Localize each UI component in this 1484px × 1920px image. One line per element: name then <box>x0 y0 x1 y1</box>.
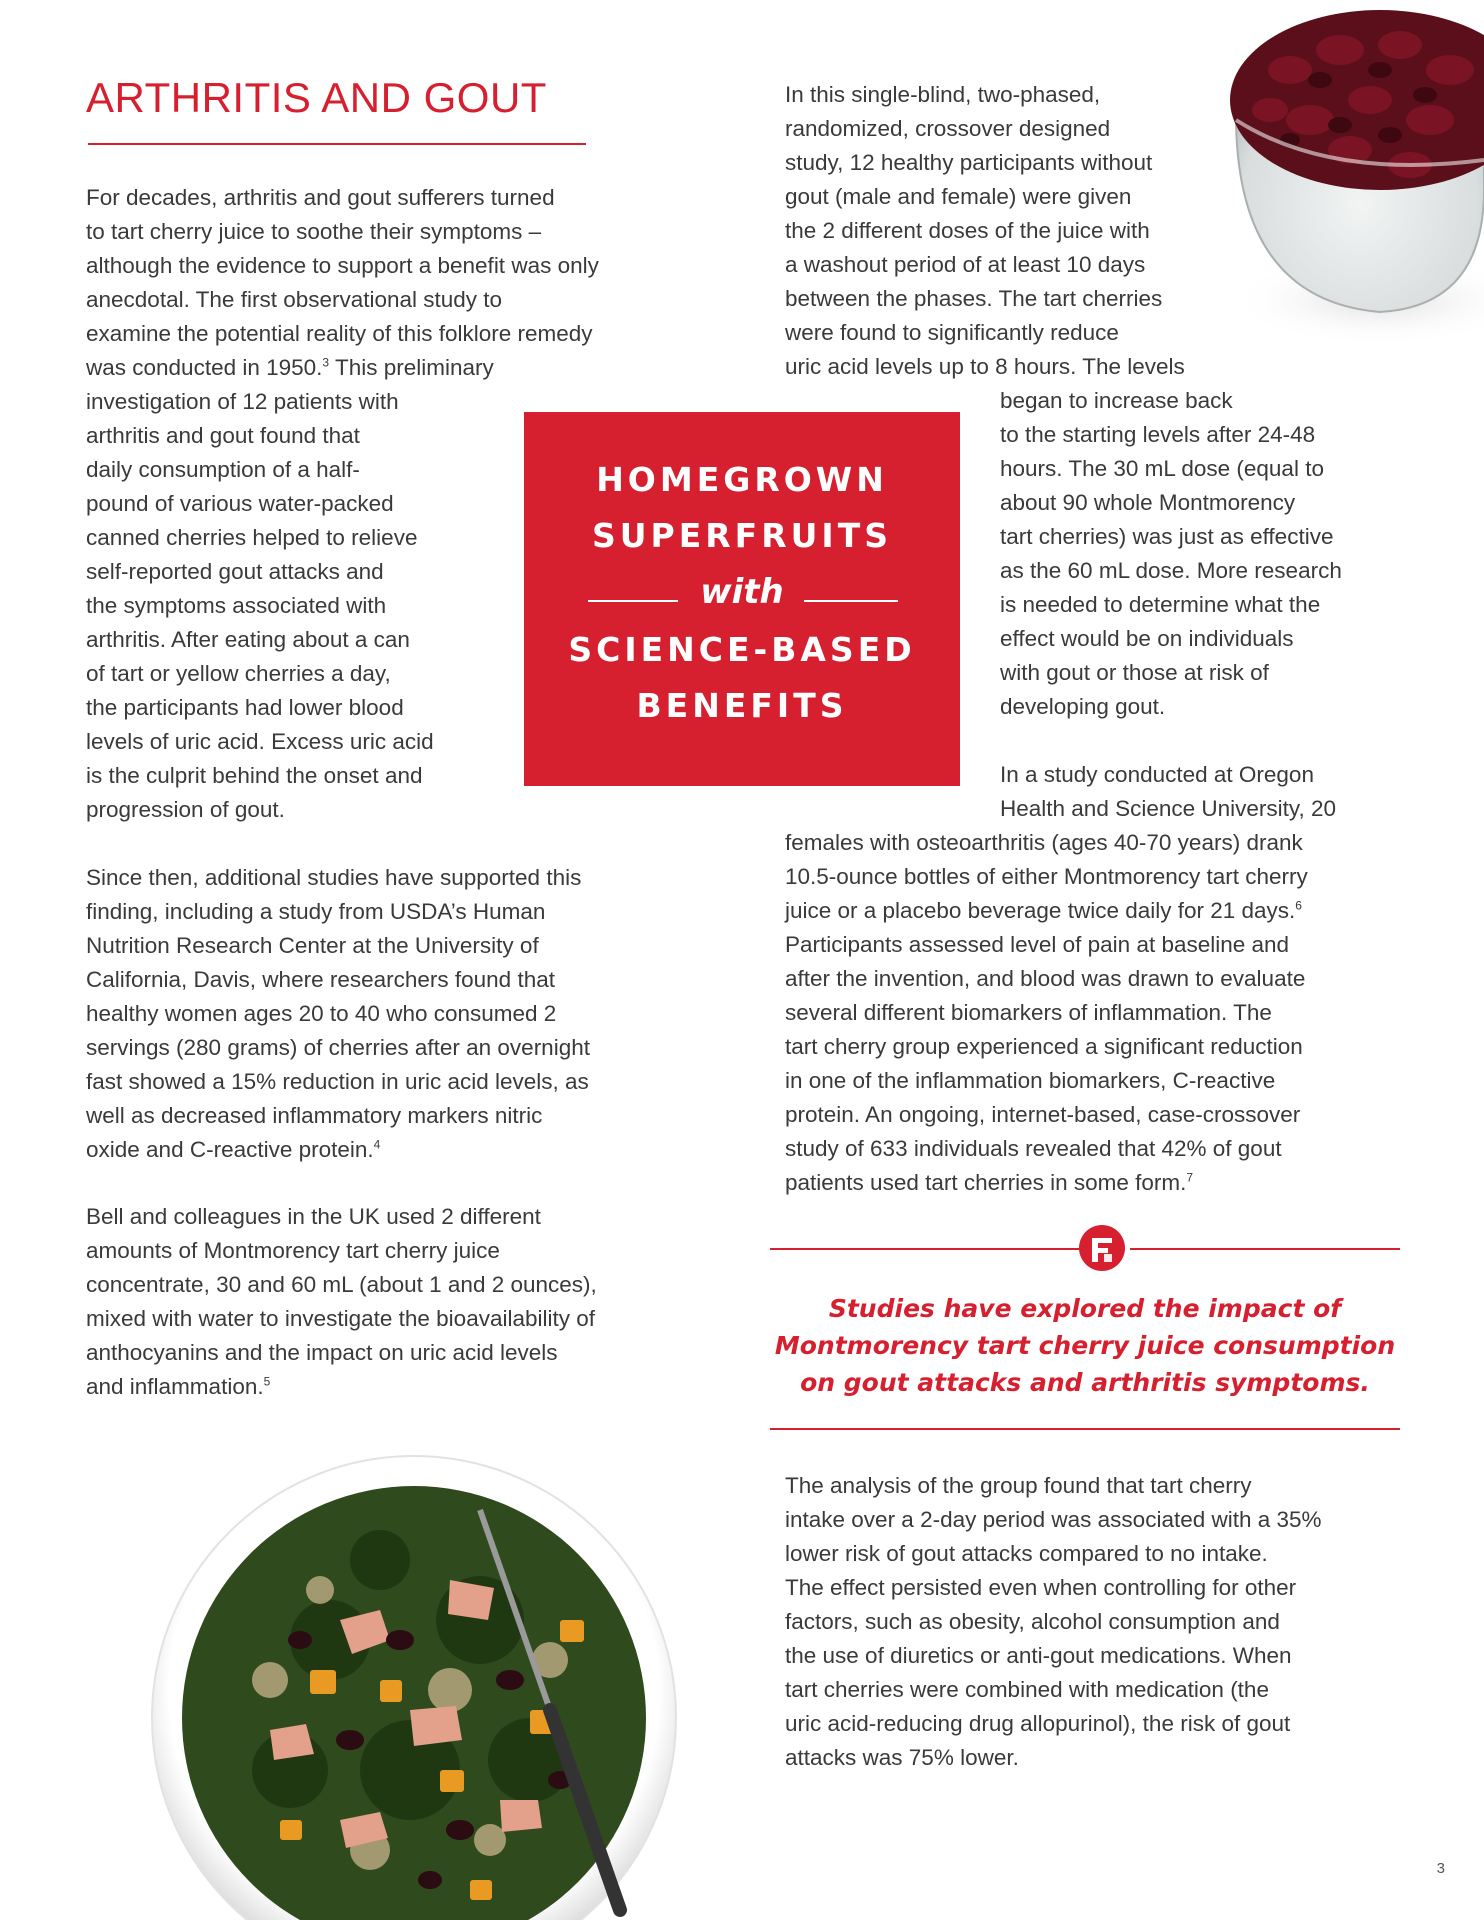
quote-line: on gout attacks and arthritis symptoms. <box>800 1368 1370 1397</box>
text-line <box>86 1133 590 1167</box>
right-paragraph-1-continued <box>1000 384 1342 724</box>
text-line: hours. The 30 mL dose (equal to <box>1000 456 1324 481</box>
text-line: 10.5-ounce bottles of either Montmorency tart cherry <box>785 864 1308 889</box>
text-line <box>785 1166 1308 1200</box>
page-number: 3 <box>1436 1860 1445 1877</box>
callout-line-3: SCIENCE-BASED <box>568 630 916 669</box>
text-line: as the 60 mL dose. More research <box>1000 558 1342 583</box>
text-line: study, 12 healthy participants without <box>785 150 1153 175</box>
text-fragment: This preliminary <box>329 355 494 380</box>
text-line: females with osteoarthritis (ages 40-70 years) drank <box>785 830 1303 855</box>
text-line: developing gout. <box>1000 694 1166 719</box>
text-line: servings (280 grams) of cherries after an overnight <box>86 1035 590 1060</box>
text-line: anthocyanins and the impact on uric acid levels <box>86 1340 558 1365</box>
text-line: amounts of Montmorency tart cherry juice <box>86 1238 500 1263</box>
text-line: Nutrition Research Center at the University of <box>86 933 539 958</box>
text-line: investigation of 12 patients with <box>86 389 399 414</box>
text-line: effect would be on individuals <box>1000 626 1294 651</box>
text-line: were found to significantly reduce <box>785 320 1119 345</box>
text-line: to the starting levels after 24-48 <box>1000 422 1316 447</box>
text-fragment: and inflammation. <box>86 1374 264 1399</box>
text-line: lower risk of gout attacks compared to no intake. <box>785 1541 1268 1566</box>
pull-quote <box>770 1290 1400 1401</box>
callout-box <box>524 412 960 786</box>
callout-divider-right <box>804 600 898 602</box>
quote-rule-top-right <box>1130 1248 1400 1250</box>
text-line: tart cherry group experienced a significant reduction <box>785 1034 1303 1059</box>
footnote-ref: 4 <box>373 1137 381 1152</box>
text-fragment: juice or a placebo beverage twice daily for 21 days. <box>785 898 1296 923</box>
text-line: the participants had lower blood <box>86 695 404 720</box>
text-line: uric acid levels up to 8 hours. The levels <box>785 354 1185 379</box>
text-line: canned cherries helped to relieve <box>86 525 418 550</box>
left-paragraph-3 <box>86 1200 597 1404</box>
text-line: although the evidence to support a benefit was only <box>86 253 599 278</box>
callout-line-1: HOMEGROWN <box>596 460 888 499</box>
text-line: gout (male and female) were given <box>785 184 1132 209</box>
right-paragraph-2 <box>1000 758 1336 826</box>
text-line: with gout or those at risk of <box>1000 660 1269 685</box>
text-line: the symptoms associated with <box>86 593 387 618</box>
callout-line-2: SUPERFRUITS <box>591 516 892 555</box>
footnote-ref: 5 <box>263 1374 271 1389</box>
right-paragraph-2-continued <box>785 826 1308 1200</box>
page-title: ARTHRITIS AND GOUT <box>86 74 547 121</box>
text-line: randomized, crossover designed <box>785 116 1111 141</box>
text-line: intake over a 2-day period was associated with a 35% <box>785 1507 1322 1532</box>
left-paragraph-2 <box>86 861 590 1167</box>
text-line: after the invention, and blood was drawn to evaluate <box>785 966 1306 991</box>
text-fragment: was conducted in 1950. <box>86 355 323 380</box>
text-line: in one of the inflammation biomarkers, C-reactive <box>785 1068 1276 1093</box>
text-line: Since then, additional studies have supported this <box>86 865 582 890</box>
text-fragment: oxide and C-reactive protein. <box>86 1137 374 1162</box>
footnote-ref: 3 <box>322 355 330 370</box>
text-line: several different biomarkers of inflammation. The <box>785 1000 1272 1025</box>
text-line: of tart or yellow cherries a day, <box>86 661 391 686</box>
callout-line-4: BENEFITS <box>636 686 848 725</box>
text-line: For decades, arthritis and gout sufferers turned <box>86 185 555 210</box>
text-line: Bell and colleagues in the UK used 2 different <box>86 1204 541 1229</box>
text-line: the use of diuretics or anti-gout medications. When <box>785 1643 1292 1668</box>
text-line: mixed with water to investigate the bioavailability of <box>86 1306 596 1331</box>
text-line: fast showed a 15% reduction in uric acid levels, as <box>86 1069 589 1094</box>
text-line: is needed to determine what the <box>1000 592 1321 617</box>
text-line: Health and Science University, 20 <box>1000 796 1337 821</box>
text-line: the 2 different doses of the juice with <box>785 218 1150 243</box>
text-line: progression of gout. <box>86 797 285 822</box>
text-line: a washout period of at least 10 days <box>785 252 1146 277</box>
text-line <box>785 894 1308 928</box>
left-paragraph-1 <box>86 181 599 827</box>
text-line: levels of uric acid. Excess uric acid <box>86 729 434 754</box>
text-line: The effect persisted even when controlling for other <box>785 1575 1297 1600</box>
text-line: began to increase back <box>1000 388 1233 413</box>
right-paragraph-3 <box>785 1469 1322 1775</box>
text-line: In this single-blind, two-phased, <box>785 82 1101 107</box>
text-line: protein. An ongoing, internet-based, case-crossover <box>785 1102 1301 1127</box>
text-fragment: patients used tart cherries in some form. <box>785 1170 1187 1195</box>
text-line: between the phases. The tart cherries <box>785 286 1163 311</box>
footnote-ref: 6 <box>1295 898 1302 913</box>
text-line: arthritis and gout found that <box>86 423 360 448</box>
quote-line: Montmorency tart cherry juice consumption <box>774 1331 1396 1360</box>
text-line: well as decreased inflammatory markers nitric <box>86 1103 543 1128</box>
text-line: anecdotal. The first observational study to <box>86 287 503 312</box>
text-line: healthy women ages 20 to 40 who consumed 2 <box>86 1001 557 1026</box>
text-line: examine the potential reality of this folklore remedy <box>86 321 593 346</box>
cherry-logo-icon <box>1078 1224 1126 1272</box>
callout-connector: with <box>700 572 784 612</box>
quote-rule-top-left <box>770 1248 1086 1250</box>
text-line: about 90 whole Montmorency <box>1000 490 1296 515</box>
text-line: study of 633 individuals revealed that 42% of gout <box>785 1136 1282 1161</box>
text-line <box>86 1370 597 1404</box>
text-line: finding, including a study from USDA’s Human <box>86 899 546 924</box>
text-line: is the culprit behind the onset and <box>86 763 423 788</box>
kale-quinoa-cherry-salad-image <box>150 1440 780 1920</box>
text-line <box>86 351 599 385</box>
text-line: tart cherries) was just as effective <box>1000 524 1334 549</box>
text-line: self-reported gout attacks and <box>86 559 384 584</box>
text-line: attacks was 75% lower. <box>785 1745 1019 1770</box>
text-line: arthritis. After eating about a can <box>86 627 410 652</box>
text-line: The analysis of the group found that tart cherry <box>785 1473 1252 1498</box>
title-underline <box>88 143 586 145</box>
text-line: pound of various water-packed <box>86 491 394 516</box>
text-line: uric acid-reducing drug allopurinol), the risk of gout <box>785 1711 1291 1736</box>
text-line: In a study conducted at Oregon <box>1000 762 1314 787</box>
text-line: tart cherries were combined with medication (the <box>785 1677 1269 1702</box>
quote-line: Studies have explored the impact of <box>828 1294 1342 1323</box>
text-line: concentrate, 30 and 60 mL (about 1 and 2 ounces), <box>86 1272 597 1297</box>
text-line: California, Davis, where researchers found that <box>86 967 555 992</box>
text-line: factors, such as obesity, alcohol consumption and <box>785 1609 1280 1634</box>
right-paragraph-1 <box>785 78 1185 384</box>
text-line: Participants assessed level of pain at baseline and <box>785 932 1290 957</box>
quote-rule-bottom <box>770 1428 1400 1430</box>
text-line: daily consumption of a half- <box>86 457 360 482</box>
bowl-of-dried-cherries-image <box>1230 0 1484 350</box>
text-line: to tart cherry juice to soothe their symptoms – <box>86 219 542 244</box>
footnote-ref: 7 <box>1186 1170 1194 1185</box>
